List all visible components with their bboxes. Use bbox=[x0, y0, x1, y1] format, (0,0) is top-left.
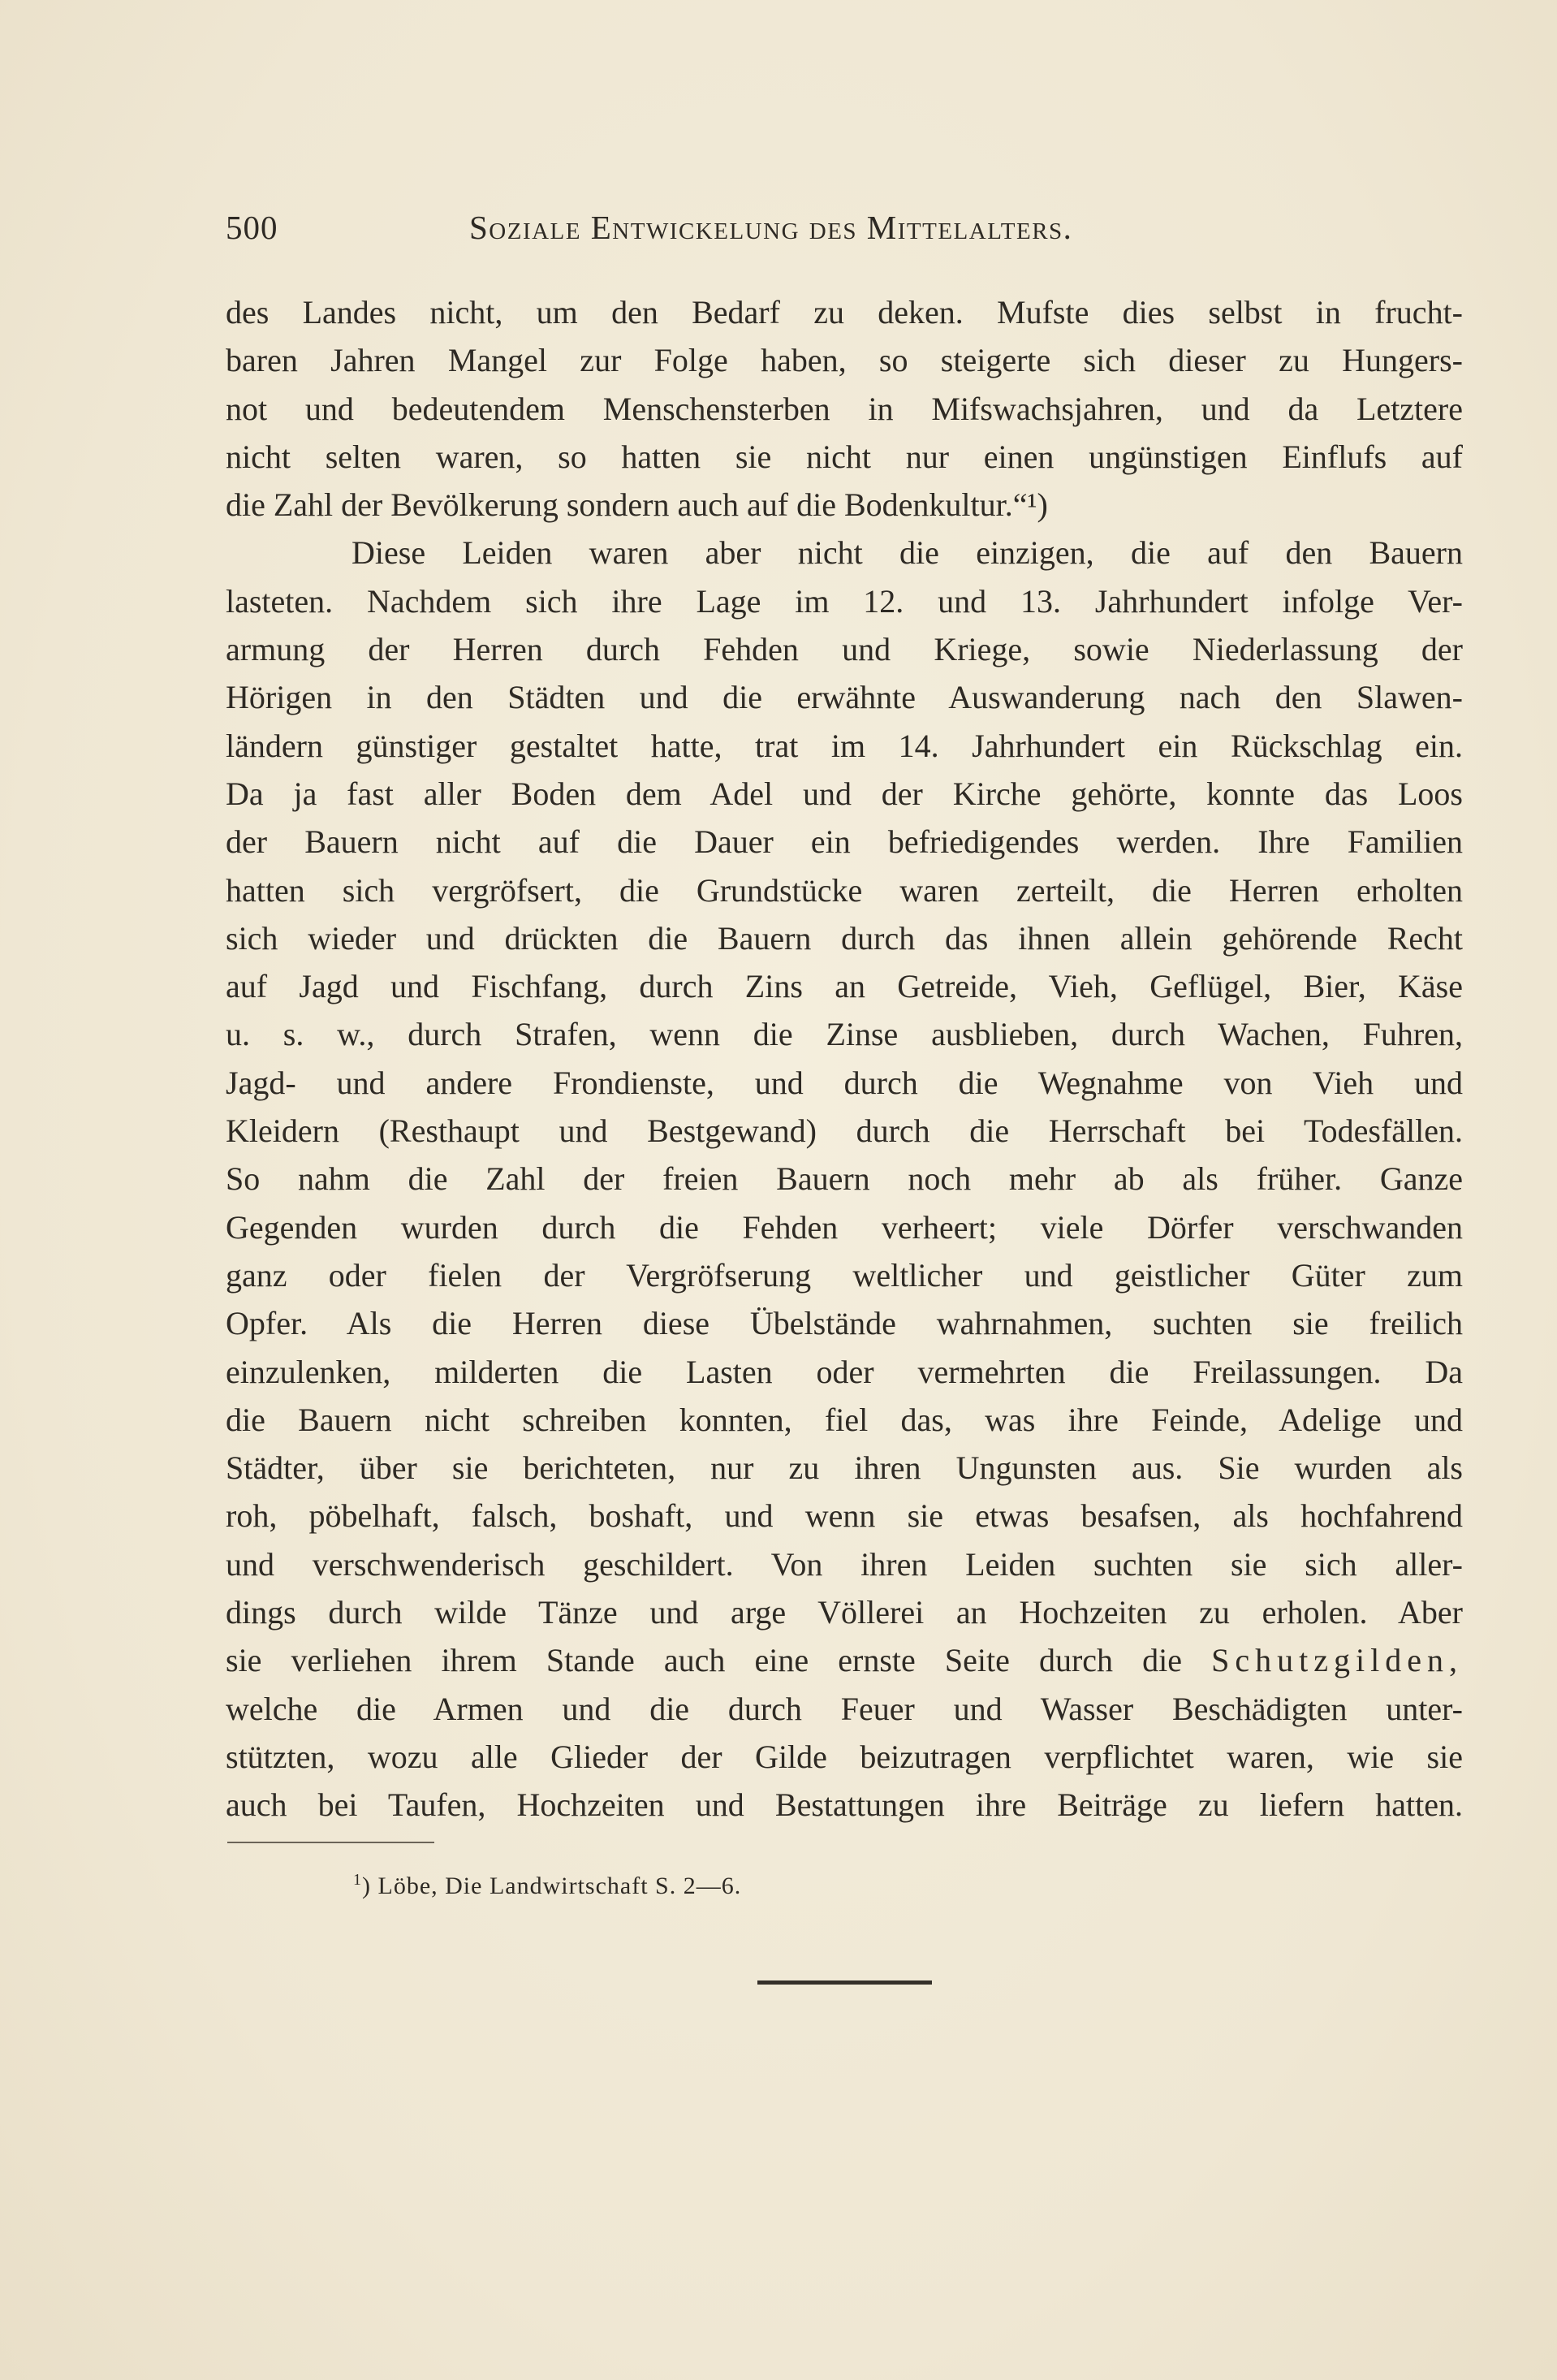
footnote-text: ) Löbe, Die Landwirtschaft S. 2—6. bbox=[362, 1872, 742, 1899]
text-line: einzulenken, milderten die Lasten oder vermehrten die Freilassungen. Da bbox=[226, 1353, 1463, 1390]
text-segment: sie verliehen ihrem Stande auch eine ernste Seite durch die bbox=[226, 1642, 1183, 1679]
text-line: lasteten. Nachdem sich ihre Lage im 12. und 13. Jahrhundert infolge Ver- bbox=[226, 582, 1463, 620]
text-line: die Zahl der Bevölkerung sondern auch auf die Bodenkultur.“¹) bbox=[226, 486, 1048, 524]
paragraph-start-line: Diese Leiden waren aber nicht die einzigen, die auf den Bauern bbox=[352, 534, 1463, 572]
text-line: roh, pöbelhaft, falsch, boshaft, und wenn sie etwas besafsen, als hochfahrend bbox=[226, 1497, 1463, 1535]
body-text bbox=[226, 288, 1463, 1829]
text-line: die Bauern nicht schreiben konnten, fiel das, was ihre Feinde, Adelige und bbox=[226, 1401, 1463, 1438]
page-number: 500 bbox=[226, 209, 278, 246]
text-line: u. s. w., durch Strafen, wenn die Zinse ausblieben, durch Wachen, Fuhren, bbox=[226, 1016, 1463, 1053]
text-line: Hörigen in den Städten und die erwähnte Auswanderung nach den Slawen- bbox=[226, 679, 1463, 716]
text-line: So nahm die Zahl der freien Bauern noch mehr ab als früher. Ganze bbox=[226, 1160, 1463, 1198]
text-line: hatten sich vergröfsert, die Grundstücke waren zerteilt, die Herren erholten bbox=[226, 871, 1463, 909]
footnote-mark: 1 bbox=[353, 1871, 362, 1889]
text-line: Da ja fast aller Boden dem Adel und der Kirche gehörte, konnte das Loos bbox=[226, 775, 1463, 812]
running-title: Soziale Entwickelung des Mittelalters. bbox=[469, 209, 1073, 246]
text-line: baren Jahren Mangel zur Folge haben, so steigerte sich dieser zu Hungers- bbox=[226, 342, 1463, 379]
text-line: ganz oder fielen der Vergröfserung weltlicher und geistlicher Güter zum bbox=[226, 1256, 1463, 1294]
text-line: und verschwenderisch geschildert. Von ihren Leiden suchten sie sich aller- bbox=[226, 1545, 1463, 1583]
text-line: stützten, wozu alle Glieder der Gilde beizutragen verpflichtet waren, wie sie bbox=[226, 1738, 1463, 1775]
footnote bbox=[353, 1862, 741, 1904]
text-line: welche die Armen und die durch Feuer und Wasser Beschädigten unter- bbox=[226, 1690, 1463, 1727]
text-line: der Bauern nicht auf die Dauer ein befriedigendes werden. Ihre Familien bbox=[226, 823, 1463, 861]
text-line: Kleidern (Resthaupt und Bestgewand) durch die Herrschaft bei Todesfällen. bbox=[226, 1112, 1463, 1150]
text-line: armung der Herren durch Fehden und Kriege, sowie Niederlassung der bbox=[226, 631, 1463, 668]
text-line: des Landes nicht, um den Bedarf zu deken. Mufste dies selbst in frucht- bbox=[226, 294, 1463, 330]
text-line: Opfer. Als die Herren diese Übelstände wahrnahmen, suchten sie freilich bbox=[226, 1305, 1463, 1342]
text-line: Städter, über sie berichteten, nur zu ihren Ungunsten aus. Sie wurden als bbox=[226, 1449, 1463, 1487]
running-head bbox=[226, 205, 1240, 250]
end-of-section-rule bbox=[757, 1980, 932, 1985]
text-line: nicht selten waren, so hatten sie nicht nur einen ungünstigen Einflufs auf bbox=[226, 438, 1463, 475]
letterspaced-term: Schutzgilden, bbox=[1211, 1642, 1463, 1679]
text-line: auf Jagd und Fischfang, durch Zins an Getreide, Vieh, Geflügel, Bier, Käse bbox=[226, 968, 1463, 1005]
text-line: Jagd- und andere Frondienste, und durch die Wegnahme von Vieh und bbox=[226, 1064, 1463, 1101]
text-line: ländern günstiger gestaltet hatte, trat im 14. Jahrhundert ein Rückschlag ein. bbox=[226, 727, 1463, 764]
text-line: sich wieder und drückten die Bauern durch das ihnen allein gehörende Recht bbox=[226, 919, 1463, 957]
text-line: dings durch wilde Tänze und arge Völlerei an Hochzeiten zu erholen. Aber bbox=[226, 1594, 1463, 1631]
text-line: not und bedeutendem Menschensterben in Mifswachsjahren, und da Letztere bbox=[226, 390, 1463, 427]
text-line: auch bei Taufen, Hochzeiten und Bestattungen ihre Beiträge zu liefern hatten. bbox=[226, 1786, 1463, 1824]
text-line-with-spaced-term bbox=[226, 1636, 1463, 1684]
text-line: Gegenden wurden durch die Fehden verheert; viele Dörfer verschwanden bbox=[226, 1208, 1463, 1246]
footnote-divider bbox=[227, 1842, 434, 1843]
